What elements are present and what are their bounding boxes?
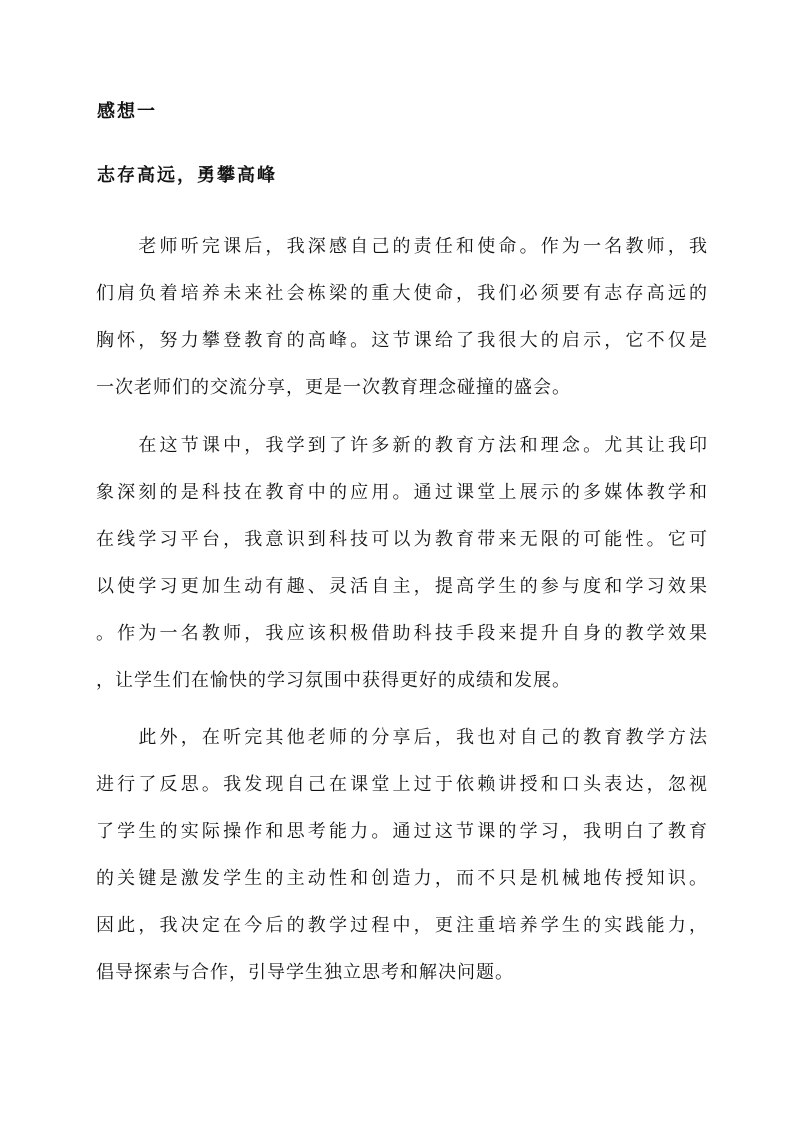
paragraph-line: 了学生的实际操作和思考能力。通过这节课的学习，我明白了教育 — [96, 821, 708, 842]
paragraph-line: 们肩负着培养未来社会栋梁的重大使命，我们必须要有志存高远的 — [96, 283, 708, 304]
paragraph-line: 。作为一名教师，我应该积极借助科技手段来提升自身的教学效果 — [96, 623, 708, 644]
paragraph-line: 因此，我决定在今后的教学过程中，更注重培养学生的实践能力， — [96, 915, 708, 936]
paragraph-line: 一次老师们的交流分享，更是一次教育理念碰撞的盛会。 — [96, 377, 571, 398]
paragraph-line: 的关键是激发学生的主动性和创造力，而不只是机械地传授知识。 — [96, 868, 708, 889]
paragraph-line: 此外，在听完其他老师的分享后，我也对自己的教育教学方法 — [96, 727, 708, 748]
paragraph-line: 在这节课中，我学到了许多新的教育方法和理念。尤其让我印 — [96, 435, 708, 456]
paragraph-1 — [96, 223, 708, 411]
article-title: 志存高远，勇攀高峰 — [97, 165, 277, 186]
paragraph-line: 象深刻的是科技在教育中的应用。通过课堂上展示的多媒体教学和 — [96, 482, 708, 503]
paragraph-line: 以使学习更加生动有趣、灵活自主，提高学生的参与度和学习效果 — [96, 576, 708, 597]
paragraph-line: 倡导探索与合作，引导学生独立思考和解决问题。 — [96, 962, 514, 983]
paragraph-line: 胸怀，努力攀登教育的高峰。这节课给了我很大的启示，它不仅是 — [96, 330, 708, 351]
paragraph-line: 进行了反思。我发现自己在课堂上过于依赖讲授和口头表达，忽视 — [96, 774, 708, 795]
section-heading: 感想一 — [97, 101, 157, 122]
paragraph-line: ，让学生们在愉快的学习氛围中获得更好的成绩和发展。 — [96, 670, 571, 691]
paragraph-3 — [96, 714, 708, 996]
paragraph-line: 老师听完课后，我深感自己的责任和使命。作为一名教师，我 — [96, 236, 708, 257]
paragraph-line: 在线学习平台，我意识到科技可以为教育带来无限的可能性。它可 — [96, 529, 708, 550]
paragraph-2 — [96, 422, 708, 704]
